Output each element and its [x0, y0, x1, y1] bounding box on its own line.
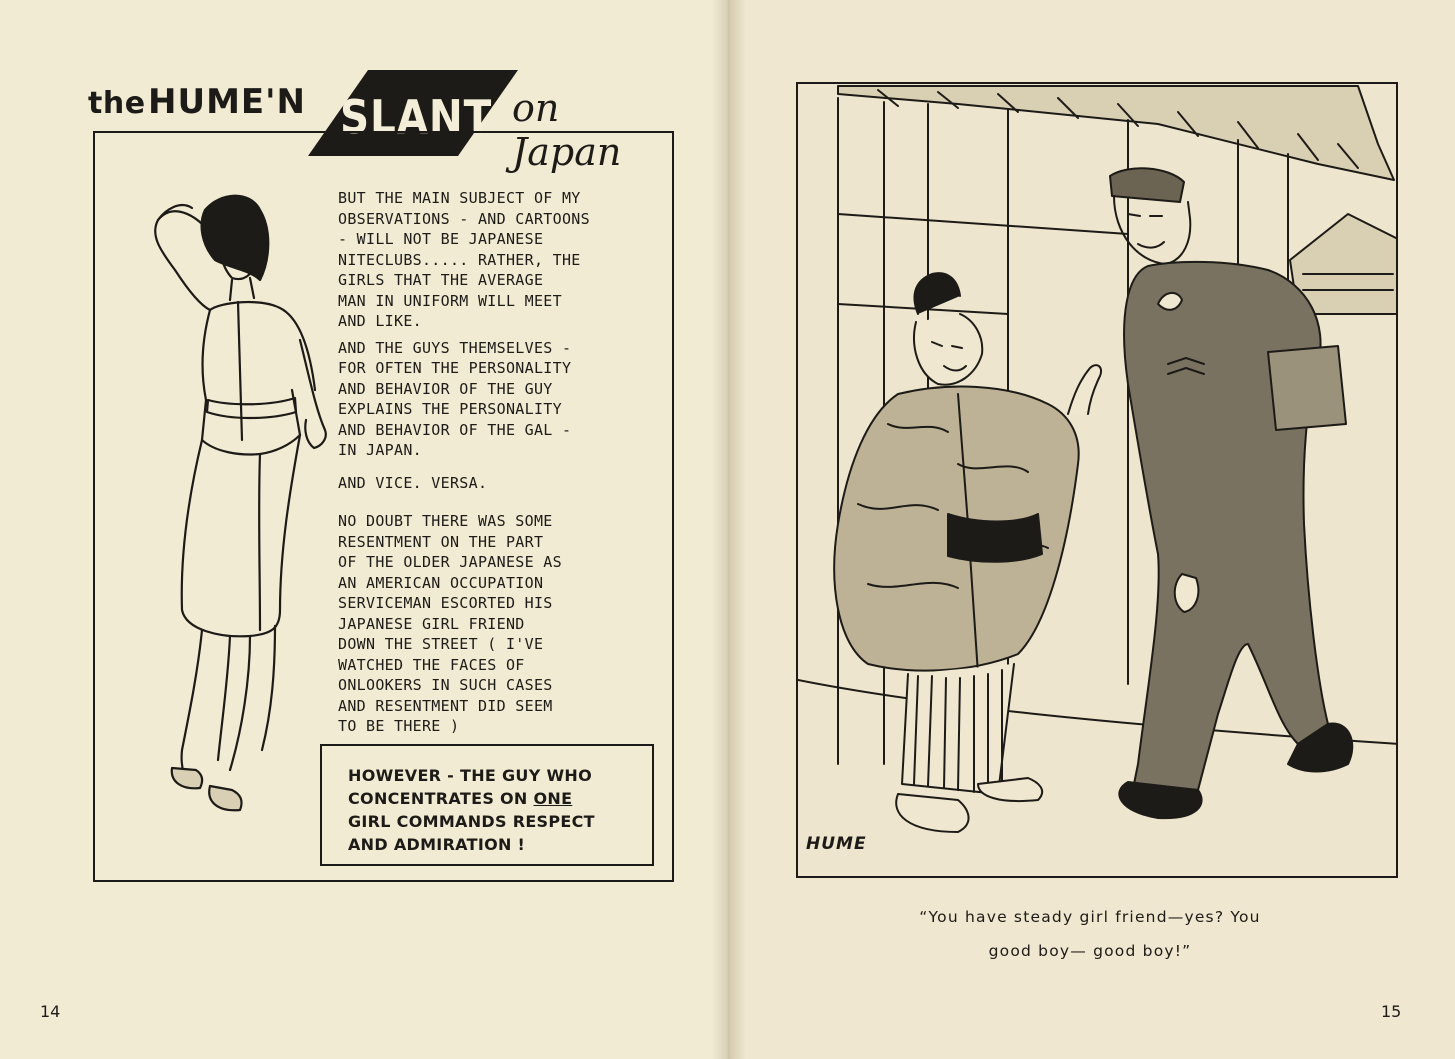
callout-emphasis: ONE: [533, 789, 573, 808]
left-page: [0, 0, 727, 1059]
paragraph-3: AND VICE. VERSA.: [338, 473, 488, 492]
title-slant: SLANT: [340, 90, 493, 144]
caption-line-2: good boy— good boy!”: [988, 942, 1192, 960]
page-number-left: 14: [40, 1002, 61, 1021]
cartoon-illustration: [798, 84, 1398, 878]
title-hume: HUME'N: [148, 82, 306, 122]
paragraph-2: AND THE GUYS THEMSELVES - FOR OFTEN THE PERSONALITY AND BEHAVIOR OF THE GUY EXPLAINS THE PERSONALITY AND BEHAVIOR OF THE GAL - IN JAPAN.: [338, 338, 572, 459]
paragraph-4: NO DOUBT THERE WAS SOME RESENTMENT ON THE PART OF THE OLDER JAPANESE AS AN AMERICAN OCCUPATION SERVICEMAN ESCORTED HIS JAPANESE GIRL FRIEND DOWN THE STREET ( I'VE WATCHED THE FACES OF ONLOOKERS IN SUCH CASES AND RESENTMENT DID SEEM TO BE THERE ): [338, 512, 562, 735]
book-gutter: [712, 0, 746, 1059]
callout-line-2: CONCENTRATES ON ONE: [348, 789, 573, 808]
caption-line-1: “You have steady girl friend—yes? You: [919, 908, 1261, 926]
woman-illustration: [110, 190, 330, 820]
body-text: [338, 188, 668, 749]
paragraph-1: BUT THE MAIN SUBJECT OF MY OBSERVATIONS - AND CARTOONS - WILL NOT BE JAPANESE NITECLUBS..... RATHER, THE GIRLS THAT THE AVERAGE MAN IN UNIFORM WILL MEET AND LIKE.: [338, 189, 590, 330]
cartoon-caption: [830, 900, 1350, 968]
callout-line-3: GIRL COMMANDS RESPECT: [348, 812, 595, 831]
title-on-japan: on Japan: [512, 86, 622, 174]
title-the: the: [88, 86, 146, 121]
page-number-right: 15: [1381, 1002, 1402, 1021]
callout-line-1: HOWEVER - THE GUY WHO: [348, 766, 593, 785]
cartoon-panel: [796, 82, 1398, 878]
callout-box: [320, 744, 654, 866]
artist-signature: HUME: [806, 834, 867, 854]
callout-line-4: AND ADMIRATION !: [348, 835, 526, 854]
